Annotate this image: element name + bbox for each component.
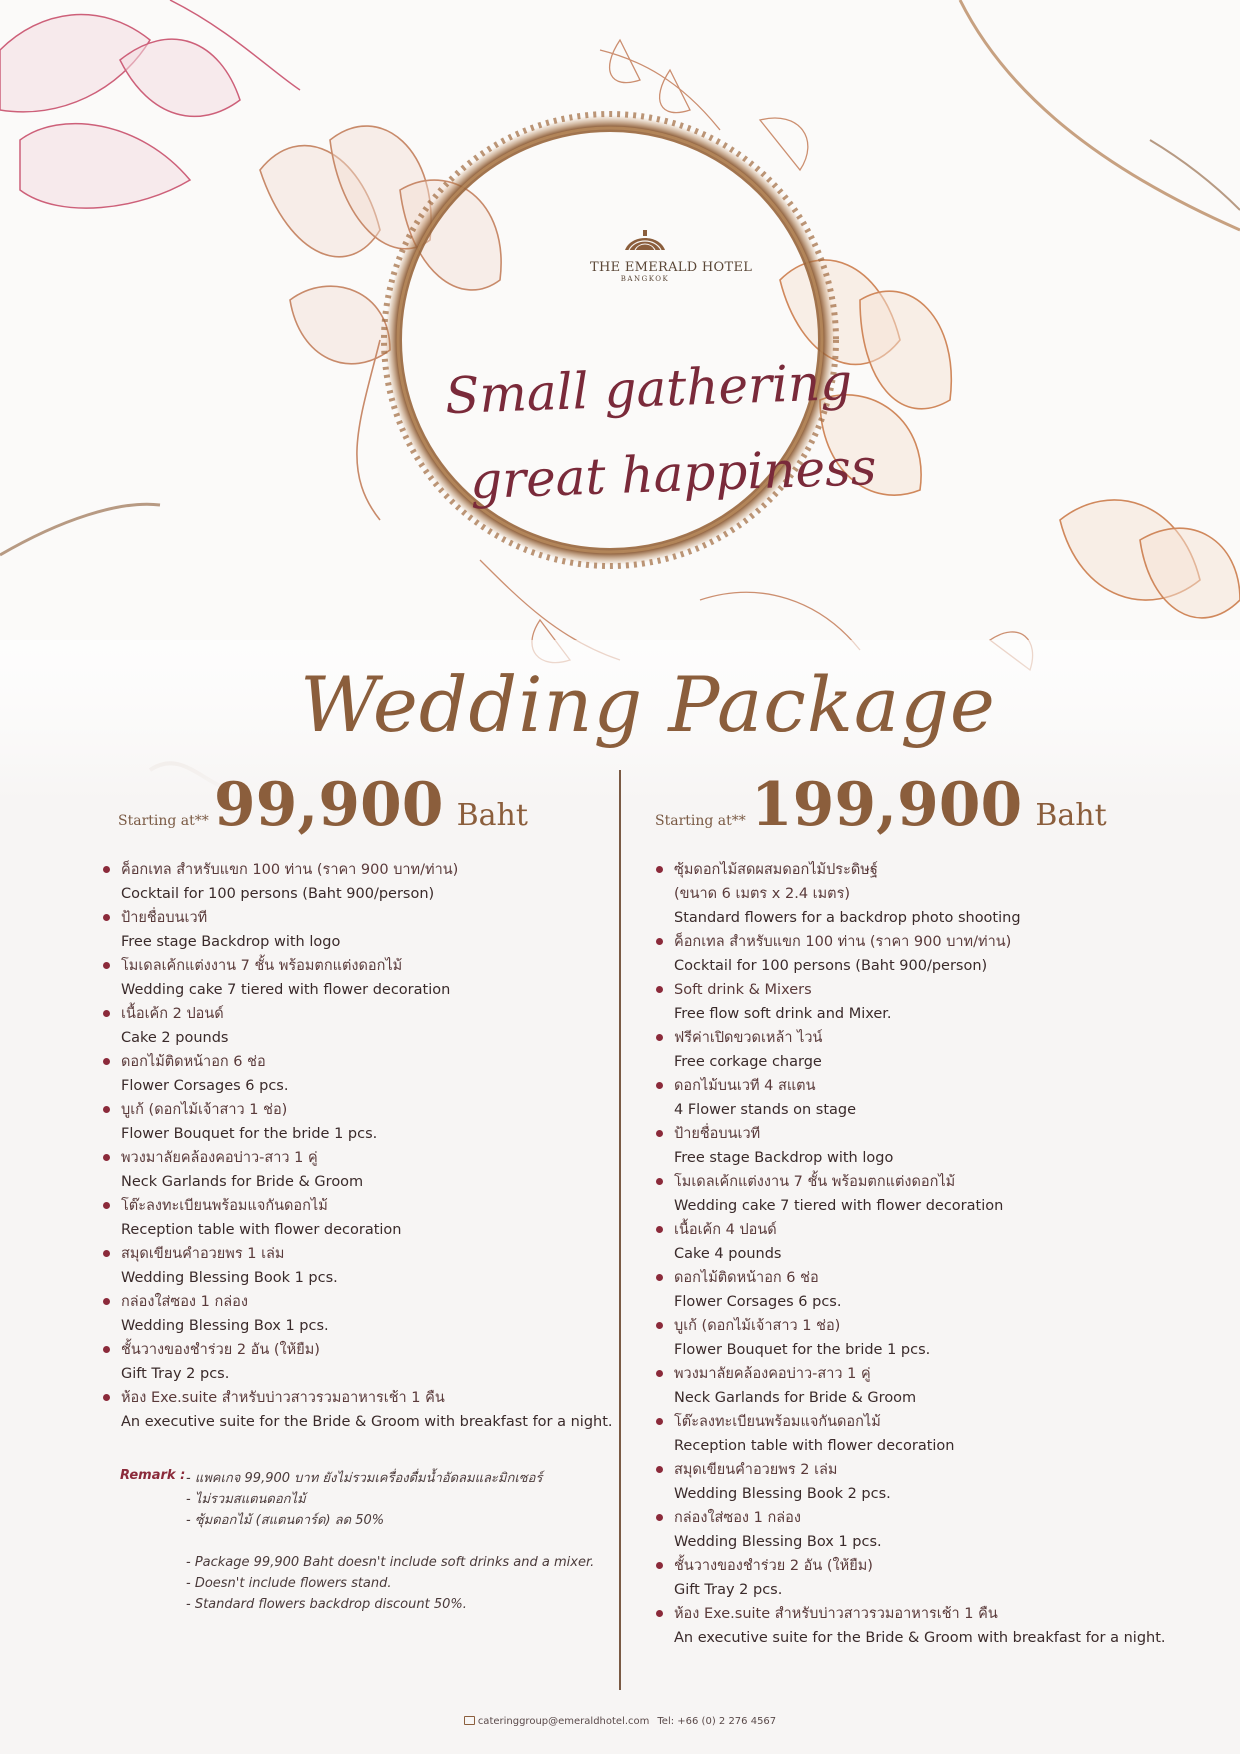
package-price-199900 xyxy=(655,770,1107,840)
item-english: Free flow soft drink and Mixer. xyxy=(674,1006,892,1022)
item-english: Flower Bouquet for the bride 1 pcs. xyxy=(121,1126,378,1142)
item-thai-size: (ขนาด 6 เมตร x 2.4 เมตร) xyxy=(674,886,851,902)
item-english: Free stage Backdrop with logo xyxy=(674,1150,894,1166)
item-thai: สมุดเขียนคำอวยพร 2 เล่ม xyxy=(674,1462,838,1478)
footer-email[interactable]: cateringgroup@emeraldhotel.com xyxy=(477,1716,650,1727)
item-thai: ซุ้มดอกไม้สดผสมดอกไม้ประดิษฐ์ xyxy=(674,862,878,878)
item-english: Reception table with flower decoration xyxy=(121,1222,402,1238)
item-english: Wedding Blessing Box 1 pcs. xyxy=(121,1318,329,1334)
item-english: Wedding Blessing Box 1 pcs. xyxy=(674,1534,882,1550)
item-thai: ป้ายชื่อบนเวที xyxy=(121,910,208,926)
list-item xyxy=(103,1290,613,1338)
list-item xyxy=(103,1194,613,1242)
item-english: Flower Corsages 6 pcs. xyxy=(674,1294,842,1310)
list-item xyxy=(103,1338,613,1386)
item-thai: สมุดเขียนคำอวยพร 1 เล่ม xyxy=(121,1246,285,1262)
list-item xyxy=(103,1242,613,1290)
item-english: An executive suite for the Bride & Groom with breakfast for a night. xyxy=(121,1414,613,1430)
item-thai: โมเดลเค้กแต่งงาน 7 ชั้น พร้อมตกแต่งดอกไม้ xyxy=(121,958,403,974)
footer-phone: Tel: +66 (0) 2 276 4567 xyxy=(657,1716,777,1727)
list-item xyxy=(656,1218,1216,1266)
item-english: Cake 4 pounds xyxy=(674,1246,782,1262)
list-item xyxy=(103,906,613,954)
remark-line: - Doesn't include flowers stand. xyxy=(186,1576,392,1591)
list-item xyxy=(103,858,613,906)
tagline-line-1: Small gathering xyxy=(444,352,854,426)
item-thai: บูเก้ (ดอกไม้เจ้าสาว 1 ช่อ) xyxy=(121,1102,288,1118)
item-english: Neck Garlands for Bride & Groom xyxy=(674,1390,917,1406)
price-amount: 99,900 xyxy=(213,770,444,840)
item-thai: ชั้นวางของชำร่วย 2 อัน (ให้ยืม) xyxy=(674,1558,873,1574)
list-item xyxy=(103,1002,613,1050)
item-thai: ดอกไม้ติดหน้าอก 6 ช่อ xyxy=(674,1270,819,1286)
item-thai: Soft drink & Mixers xyxy=(674,982,812,998)
list-item xyxy=(656,1026,1216,1074)
item-english: Cocktail for 100 persons (Baht 900/person) xyxy=(121,886,435,902)
remark-line: - Standard flowers backdrop discount 50%. xyxy=(186,1597,467,1612)
hotel-dome-icon xyxy=(623,228,667,252)
item-thai: กล่องใส่ซอง 1 กล่อง xyxy=(121,1294,248,1310)
item-thai: โต๊ะลงทะเบียนพร้อมแจกันดอกไม้ xyxy=(121,1198,328,1214)
item-english: Standard flowers for a backdrop photo shooting xyxy=(674,910,1021,926)
list-item xyxy=(656,1074,1216,1122)
remark-line: - แพคเกจ 99,900 บาท ยังไม่รวมเครื่องดื่มน้ำอัดลมและมิกเซอร์ xyxy=(186,1471,543,1486)
item-thai: พวงมาลัยคล้องคอบ่าว-สาว 1 คู่ xyxy=(674,1366,871,1382)
list-item xyxy=(656,1554,1216,1602)
item-english: Neck Garlands for Bride & Groom xyxy=(121,1174,364,1190)
footer-contact xyxy=(0,1716,1240,1727)
item-english: Gift Tray 2 pcs. xyxy=(674,1582,783,1598)
package-199900-items xyxy=(656,858,1216,1650)
item-thai: โมเดลเค้กแต่งงาน 7 ชั้น พร้อมตกแต่งดอกไม้ xyxy=(674,1174,956,1190)
item-thai: กล่องใส่ซอง 1 กล่อง xyxy=(674,1510,801,1526)
item-thai: ห้อง Exe.suite สำหรับบ่าวสาวรวมอาหารเช้า 1 คืน xyxy=(121,1390,445,1406)
list-item xyxy=(656,1410,1216,1458)
item-english: Wedding cake 7 tiered with flower decoration xyxy=(121,982,451,998)
starting-at-label: Starting at** xyxy=(655,813,746,829)
list-item xyxy=(656,1458,1216,1506)
list-item xyxy=(656,1602,1216,1650)
remark-lines xyxy=(186,1468,594,1615)
list-item xyxy=(103,1098,613,1146)
item-thai: บูเก้ (ดอกไม้เจ้าสาว 1 ช่อ) xyxy=(674,1318,841,1334)
list-item xyxy=(103,954,613,1002)
list-item xyxy=(656,930,1216,978)
list-item xyxy=(103,1050,613,1098)
item-english: Flower Corsages 6 pcs. xyxy=(121,1078,289,1094)
item-english: Gift Tray 2 pcs. xyxy=(121,1366,230,1382)
package-price-99900 xyxy=(118,770,528,840)
package-99900-items xyxy=(103,858,613,1434)
list-item xyxy=(103,1146,613,1194)
item-thai: ชั้นวางของชำร่วย 2 อัน (ให้ยืม) xyxy=(121,1342,320,1358)
item-thai: ค็อกเทล สำหรับแขก 100 ท่าน (ราคา 900 บาท/ท่าน) xyxy=(674,934,1012,950)
price-amount: 199,900 xyxy=(750,770,1023,840)
list-item xyxy=(103,1386,613,1434)
item-english: Free stage Backdrop with logo xyxy=(121,934,341,950)
item-thai: พวงมาลัยคล้องคอบ่าว-สาว 1 คู่ xyxy=(121,1150,318,1166)
page-title: Wedding Package xyxy=(300,660,996,749)
remark-line: - Package 99,900 Baht doesn't include soft drinks and a mixer. xyxy=(186,1555,595,1570)
item-thai: ดอกไม้บนเวที 4 สแตน xyxy=(674,1078,816,1094)
hotel-name: THE EMERALD HOTEL xyxy=(590,260,753,275)
remark-line: - ซุ้มดอกไม้ (สแตนดาร์ด) ลด 50% xyxy=(186,1513,385,1528)
list-item xyxy=(656,1266,1216,1314)
list-item xyxy=(656,978,1216,1026)
list-item xyxy=(656,1362,1216,1410)
item-thai: ห้อง Exe.suite สำหรับบ่าวสาวรวมอาหารเช้า 1 คืน xyxy=(674,1606,998,1622)
item-thai: โต๊ะลงทะเบียนพร้อมแจกันดอกไม้ xyxy=(674,1414,881,1430)
item-english: Cake 2 pounds xyxy=(121,1030,229,1046)
hotel-logo xyxy=(590,228,753,283)
item-english: Wedding cake 7 tiered with flower decoration xyxy=(674,1198,1004,1214)
item-thai: ค็อกเทล สำหรับแขก 100 ท่าน (ราคา 900 บาท/ท่าน) xyxy=(121,862,459,878)
price-currency: Baht xyxy=(456,798,528,833)
item-thai: เนื้อเค้ก 4 ปอนด์ xyxy=(674,1222,777,1238)
starting-at-label: Starting at** xyxy=(118,813,209,829)
item-english: Cocktail for 100 persons (Baht 900/person) xyxy=(674,958,988,974)
price-currency: Baht xyxy=(1035,798,1107,833)
item-english: Reception table with flower decoration xyxy=(674,1438,955,1454)
hotel-location: BANGKOK xyxy=(620,275,670,283)
list-item xyxy=(656,1314,1216,1362)
item-thai: ดอกไม้ติดหน้าอก 6 ช่อ xyxy=(121,1054,266,1070)
remark-line xyxy=(186,1531,594,1552)
remark-label: Remark : xyxy=(120,1468,186,1483)
item-english: An executive suite for the Bride & Groom with breakfast for a night. xyxy=(674,1630,1166,1646)
remark-line: - ไม่รวมสแตนดอกไม้ xyxy=(186,1492,306,1507)
column-divider xyxy=(619,770,621,1690)
list-item xyxy=(656,1122,1216,1170)
item-english: Free corkage charge xyxy=(674,1054,822,1070)
list-item xyxy=(656,858,1216,930)
item-english: 4 Flower stands on stage xyxy=(674,1102,857,1118)
list-item xyxy=(656,1506,1216,1554)
list-item xyxy=(656,1170,1216,1218)
item-thai: เนื้อเค้ก 2 ปอนด์ xyxy=(121,1006,224,1022)
item-english: Flower Bouquet for the bride 1 pcs. xyxy=(674,1342,931,1358)
tagline-line-2: great happiness xyxy=(469,437,878,511)
item-english: Wedding Blessing Book 1 pcs. xyxy=(121,1270,338,1286)
item-english: Wedding Blessing Book 2 pcs. xyxy=(674,1486,891,1502)
mail-icon xyxy=(464,1716,475,1725)
item-thai: ป้ายชื่อบนเวที xyxy=(674,1126,761,1142)
item-thai: ฟรีค่าเปิดขวดเหล้า ไวน์ xyxy=(674,1030,823,1046)
